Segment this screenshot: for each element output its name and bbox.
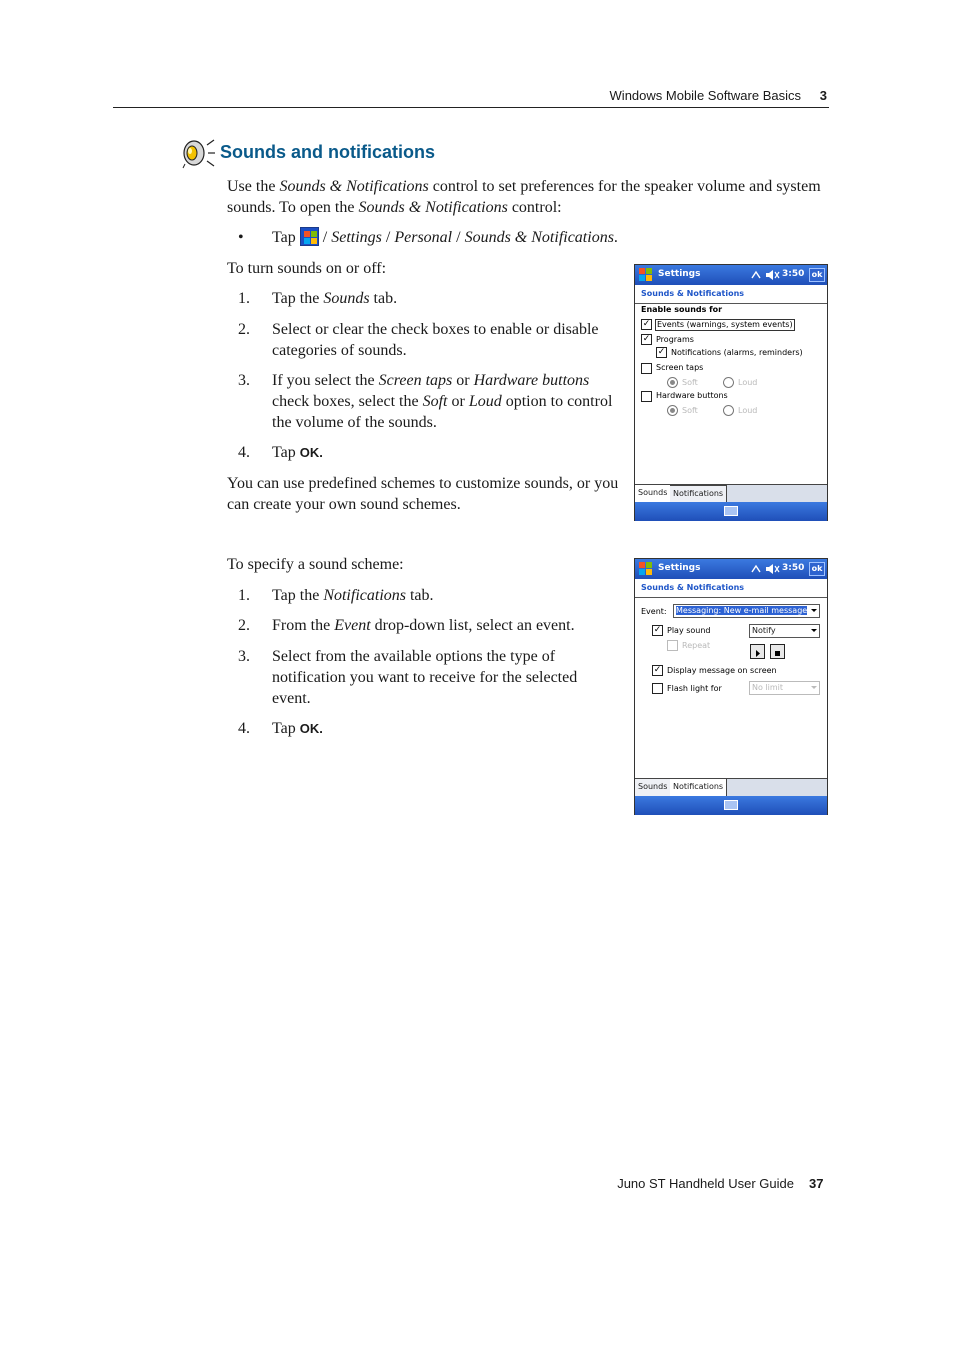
step-number: 1. [238,290,250,307]
intro-paragraph: Use the Sounds & Notifications control to set preferences for the speaker volume and system sounds. To open the Sounds & Notifications control: [227,178,821,216]
step-text: Tap OK. [272,444,323,461]
chevron-down-icon [811,629,817,632]
tab-strip [635,778,827,796]
notifications-checkbox[interactable]: ✓ [657,347,666,357]
start-flag-icon[interactable] [638,561,654,577]
stop-icon [771,647,784,660]
connectivity-volume-icon[interactable] [750,269,780,281]
window-title: Settings [658,563,701,573]
play-sound-checkbox[interactable]: ✓ [653,625,662,635]
ok-button[interactable]: ok [809,268,825,282]
events-label: Events (warnings, system events) [657,320,793,329]
open-path-instruction: Tap / Settings / Personal / Sounds & Notifications. [272,229,618,246]
menu-bar [635,502,827,521]
soft-label: Soft [682,378,698,387]
tab-notifications[interactable]: Notifications [670,779,727,796]
hardware-loud-radio[interactable] [723,405,734,416]
chevron-down-icon [811,686,817,689]
tab-sounds[interactable]: Sounds [635,485,671,502]
step-number: 2. [238,321,250,338]
keyboard-icon[interactable] [724,800,738,810]
stop-button[interactable] [770,644,785,659]
event-dropdown[interactable]: Messaging: New e-mail message [673,604,820,618]
title-bar [635,265,827,285]
running-header [113,86,829,108]
bullet: • [238,229,244,246]
step-number: 3. [238,372,250,389]
page-number: 37 [809,1176,824,1191]
guide-title: Juno ST Handheld User Guide [617,1176,794,1191]
speaker-icon [180,137,216,169]
screen-subtitle: Sounds & Notifications [641,289,745,298]
screen-taps-soft-radio[interactable] [667,377,678,388]
display-message-checkbox[interactable]: ✓ [653,665,662,675]
step-text: Select or clear the check boxes to enable or disable categories of sounds. [272,321,599,359]
flash-duration-dropdown[interactable]: No limit [749,681,820,695]
loud-label: Loud [738,378,758,387]
repeat-checkbox[interactable] [667,640,678,651]
divider [635,303,827,304]
step-number: 2. [238,617,250,634]
chapter-title: Windows Mobile Software Basics [609,88,801,103]
display-message-label: Display message on screen [667,666,777,675]
windows-start-icon [300,227,319,246]
divider [635,597,827,598]
ok-button[interactable]: ok [809,562,825,576]
screen-subtitle: Sounds & Notifications [641,583,745,592]
tab-sounds[interactable]: Sounds [635,779,671,796]
keyboard-icon[interactable] [724,506,738,516]
play-button[interactable] [750,644,765,659]
hardware-buttons-label: Hardware buttons [656,391,728,400]
window-title: Settings [658,269,701,279]
step-text: Tap OK. [272,720,323,737]
loud-label: Loud [738,406,758,415]
step-number: 3. [238,648,250,665]
step-text: Tap the Sounds tab. [272,290,398,307]
sounds-tab-screenshot [634,264,828,521]
step-text: If you select the Screen taps or Hardware buttons check boxes, select the Soft or Loud option to control the volume of the sounds. [272,372,613,431]
programs-checkbox[interactable]: ✓ [642,334,651,344]
screen-taps-label: Screen taps [656,363,704,372]
notifications-label: Notifications (alarms, reminders) [671,348,803,357]
sound-scheme-heading: To specify a sound scheme: [227,556,404,573]
enable-sounds-label: Enable sounds for [641,305,723,314]
repeat-label: Repeat [682,641,711,650]
event-label: Event: [641,607,667,616]
step-number: 4. [238,720,250,737]
step-text: From the Event drop-down list, select an event. [272,617,575,634]
screen-taps-loud-radio[interactable] [723,377,734,388]
chapter-number: 3 [819,88,827,103]
hardware-buttons-checkbox[interactable] [641,391,652,402]
chevron-down-icon [811,609,817,612]
flash-light-label: Flash light for [667,684,722,693]
screen-taps-checkbox[interactable] [641,363,652,374]
play-sound-label: Play sound [667,626,711,635]
hardware-soft-radio[interactable] [667,405,678,416]
step-number: 4. [238,444,250,461]
schemes-paragraph: You can use predefined schemes to customize sounds, or you can create your own sound schemes. [227,475,619,513]
clock[interactable]: 3:50 [782,563,805,573]
notifications-tab-screenshot [634,558,828,815]
programs-label: Programs [656,335,694,344]
sound-dropdown[interactable]: Notify [749,624,820,638]
step-text: Tap the Notifications tab. [272,587,434,604]
section-title: Sounds and notifications [220,142,435,162]
play-icon [751,647,764,660]
flash-light-checkbox[interactable] [652,683,663,694]
start-flag-icon[interactable] [638,267,654,283]
menu-bar [635,796,827,815]
tab-notifications[interactable]: Notifications [670,485,727,502]
events-checkbox[interactable]: ✓ [642,319,651,329]
step-number: 1. [238,587,250,604]
connectivity-volume-icon[interactable] [750,563,780,575]
soft-label: Soft [682,406,698,415]
step-text: Select from the available options the type of notification you want to receive for the selected event. [272,648,578,707]
tab-strip [635,484,827,502]
turn-on-off-heading: To turn sounds on or off: [227,260,387,277]
title-bar [635,559,827,579]
clock[interactable]: 3:50 [782,269,805,279]
